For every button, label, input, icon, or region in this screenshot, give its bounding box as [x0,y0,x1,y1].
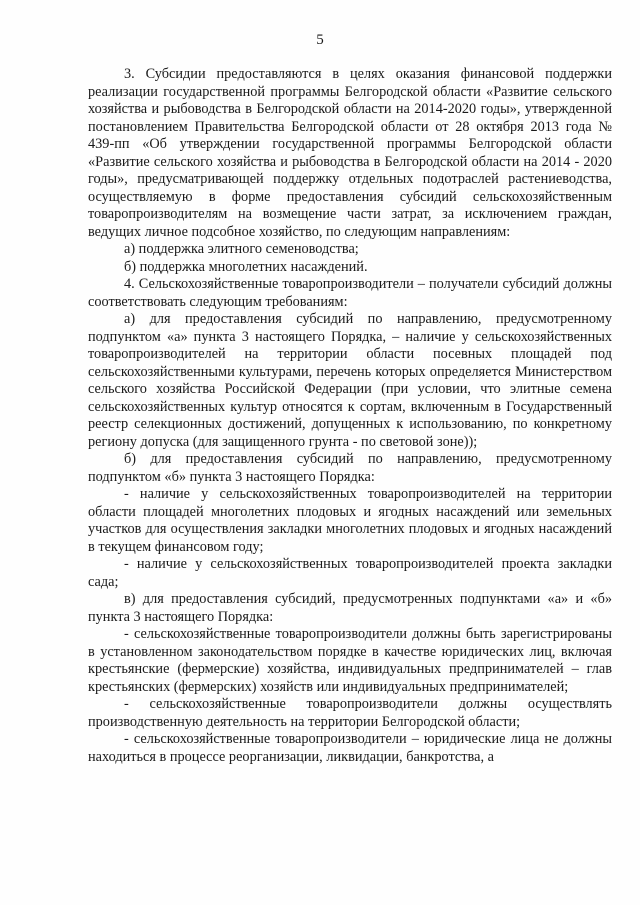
paragraph-4-requirements: 4. Сельскохозяйственные товаропроизводители – получатели субсидий должны соответствовать следующим требованиям: [88,276,612,310]
list-item-dash-registration: - сельскохозяйственные товаропроизводители должны быть зарегистрированы в установленном законодательством порядке в качестве юридических лиц, включая крестьянские (фермерские) хозяйства, индивидуальных предпринимателей – глав крестьянских (фермерских) хозяйств или индивидуальных предпринимателей; [88,626,612,695]
paragraph-4v-requirement: в) для предоставления субсидий, предусмотренных подпунктами «а» и «б» пункта 3 настоящего Порядка: [88,591,612,625]
list-item-dash-territory: - сельскохозяйственные товаропроизводители должны осуществлять производственную деятельность на территории Белгородской области; [88,696,612,730]
page-number: 5 [316,32,324,48]
list-item-dash-no-reorganization: - сельскохозяйственные товаропроизводители – юридические лица не должны находиться в процессе реорганизации, ликвидации, банкротства, а [88,731,612,765]
list-item-dash-orchard-project: - наличие у сельскохозяйственных товаропроизводителей проекта закладки сада; [88,556,612,590]
list-item-a-elite-seeds: а) поддержка элитного семеноводства; [124,241,359,257]
document-body [88,66,612,766]
paragraph-4a-requirement: а) для предоставления субсидий по направлению, предусмотренному подпунктом «а» пункта 3 настоящего Порядка, – наличие у сельскохозяйственных товаропроизводителей на территории области посевных площадей под сельскохозяйственными культурами, перечень которых определяется Министерством сельского хозяйства Российской Федерации (при условии, что элитные семена сельскохозяйственных культур относятся к сортам, включенным в Государственный реестр селекционных достижений, допущенных к использованию, по конкретному региону допуска (для защищенного грунта - по световой зоне)); [88,311,612,450]
paragraph-3-subsidies-purpose: 3. Субсидии предоставляются в целях оказания финансовой поддержки реализации государственной программы Белгородской области «Развитие сельского хозяйства и рыбоводства в Белгородской области на 2014-2020 годы», утвержденной постановлением Правительства Белгородской области от 28 октября 2013 года № 439-пп «Об утверждении государственной программы Белгородской области «Развитие сельского хозяйства и рыбоводства в Белгородской области на 2014 - 2020 годы», предусматривающей поддержку отдельных подотраслей растениеводства, осуществляемую в форме предоставления субсидий сельскохозяйственным товаропроизводителям на возмещение части затрат, за исключением граждан, ведущих личное подсобное хозяйство, по следующим направлениям: [88,66,612,240]
list-item-b-perennial-plantings: б) поддержка многолетних насаждений. [124,258,368,275]
list-item-dash-land-areas: - наличие у сельскохозяйственных товаропроизводителей на территории области площадей многолетних плодовых и ягодных насаждений или земельных участков для осуществления закладки многолетних плодовых и ягодных насаждений в текущем финансовом году; [88,486,612,555]
paragraph-4b-requirement: б) для предоставления субсидий по направлению, предусмотренному подпунктом «б» пункта 3 настоящего Порядка: [88,451,612,485]
